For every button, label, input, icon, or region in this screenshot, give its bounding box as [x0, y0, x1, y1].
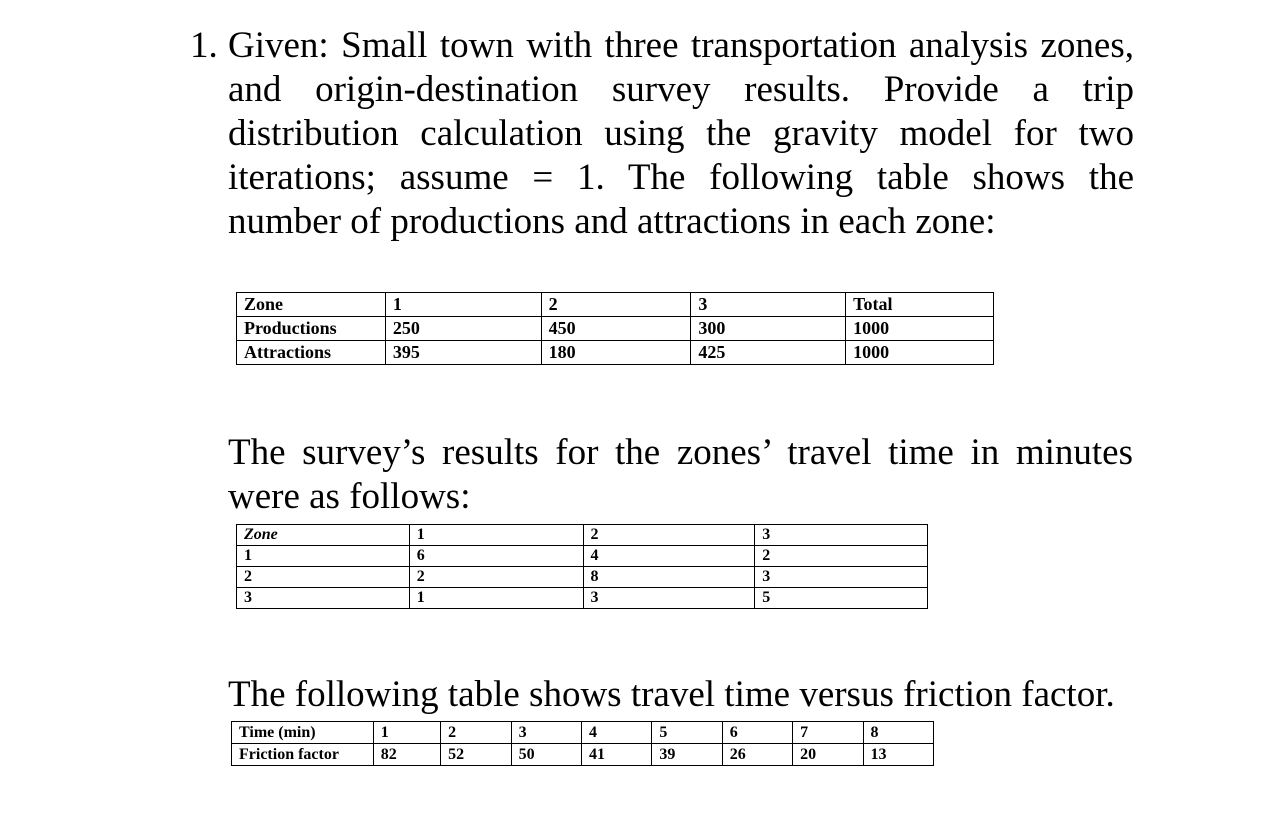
table-cell: 1	[409, 588, 583, 609]
table-cell: 1	[409, 525, 583, 546]
table-cell: 13	[863, 744, 933, 766]
table-cell: 82	[373, 744, 440, 766]
problem-intro-text: Given: Small town with three transportation analysis zones, and origin-destination survey results. Provide a trip distribution calculation using the gravity model for two iterations; assume = 1. The following table shows the number of productions and attractions in each zone:	[228, 25, 1134, 242]
table-cell: 41	[581, 744, 651, 766]
table-row	[237, 567, 928, 588]
table-cell: 180	[541, 341, 691, 365]
table-cell: 3	[691, 293, 846, 317]
table-cell: 3	[511, 722, 581, 744]
problem-number: 1.	[190, 25, 218, 66]
travel-time-table	[236, 524, 928, 609]
table-cell: 1	[237, 546, 410, 567]
table-cell: Attractions	[237, 341, 386, 365]
table-cell: 39	[652, 744, 722, 766]
table-cell: 3	[237, 588, 410, 609]
table-cell: 6	[409, 546, 583, 567]
table-cell: 3	[583, 588, 755, 609]
friction-factor-table	[231, 721, 934, 766]
table-cell: 1000	[846, 341, 994, 365]
table-cell: 2	[583, 525, 755, 546]
friction-intro: The following table shows travel time versus friction factor.	[228, 674, 1115, 715]
table-cell: 5	[652, 722, 722, 744]
table-cell: 4	[583, 546, 755, 567]
table-cell: 7	[793, 722, 863, 744]
table-cell: 8	[583, 567, 755, 588]
table-cell: 250	[385, 317, 541, 341]
table-row	[237, 588, 928, 609]
table-cell: 450	[541, 317, 691, 341]
table-row	[232, 722, 934, 744]
travel-time-intro: The survey’s results for the zones’ travel time in minutes were as follows:	[228, 432, 1133, 517]
table-cell: Zone	[237, 293, 386, 317]
table-row	[237, 317, 994, 341]
table-cell: 2	[409, 567, 583, 588]
table-cell: 3	[755, 567, 928, 588]
table-cell: 50	[511, 744, 581, 766]
table-cell: 395	[385, 341, 541, 365]
table-cell: 300	[691, 317, 846, 341]
table-cell: Friction factor	[232, 744, 374, 766]
table-cell: Time (min)	[232, 722, 374, 744]
table-cell: 4	[581, 722, 651, 744]
table-cell: 1	[385, 293, 541, 317]
table-cell: 1	[373, 722, 440, 744]
table-cell: 52	[441, 744, 511, 766]
table-cell: 2	[755, 546, 928, 567]
table-cell: 2	[541, 293, 691, 317]
table-header-row	[237, 293, 994, 317]
productions-attractions-table	[236, 292, 994, 365]
table-row	[232, 744, 934, 766]
table-cell: 20	[793, 744, 863, 766]
table-cell: 8	[863, 722, 933, 744]
table-cell: 2	[441, 722, 511, 744]
table-cell: 26	[722, 744, 792, 766]
table-row	[237, 546, 928, 567]
table-cell: Productions	[237, 317, 386, 341]
table-cell: 6	[722, 722, 792, 744]
table-row	[237, 341, 994, 365]
table-cell: 425	[691, 341, 846, 365]
table-header-row	[237, 525, 928, 546]
table-cell: 2	[237, 567, 410, 588]
table-cell: Total	[846, 293, 994, 317]
table-cell: 3	[755, 525, 928, 546]
problem-statement	[190, 24, 1134, 244]
table-cell: 1000	[846, 317, 994, 341]
table-cell: Zone	[237, 525, 410, 546]
table-cell: 5	[755, 588, 928, 609]
